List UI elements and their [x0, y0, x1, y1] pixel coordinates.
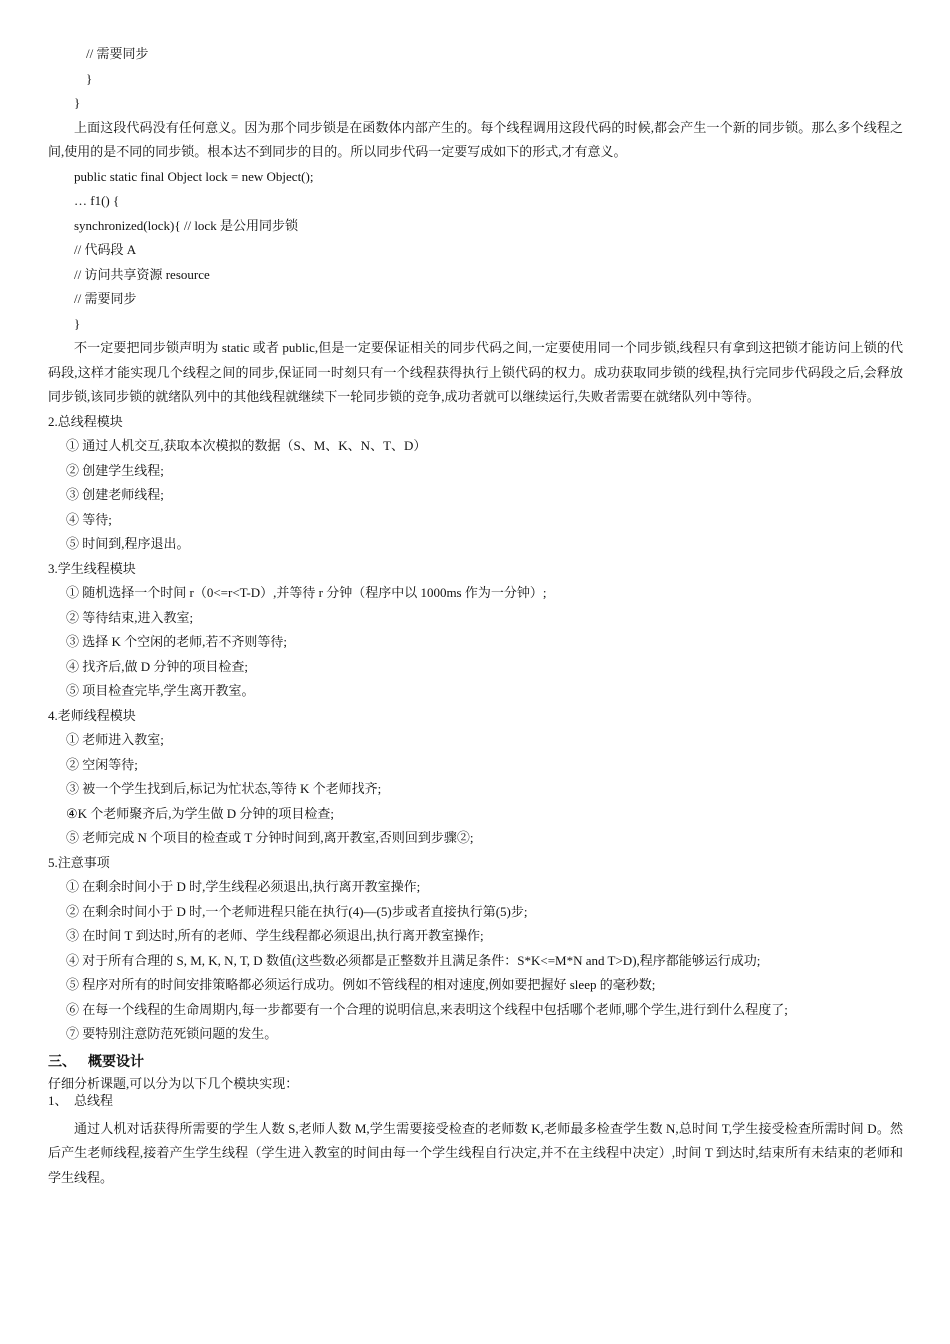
chapter-heading	[48, 1049, 903, 1075]
document-page	[48, 42, 903, 1190]
list-item: ② 创建学生线程;	[66, 462, 164, 478]
chapter-intro: 仔细分析课题,可以分为以下几个模块实现：	[48, 1075, 299, 1091]
list-item: ① 通过人机交互,获取本次模拟的数据（S、M、K、N、T、D）	[66, 438, 427, 453]
list-item: ⑤ 老师完成 N 个项目的检查或 T 分钟时间到,离开教室,否则回到步骤②;	[66, 830, 474, 845]
code-line: synchronized(lock){ // lock 是公用同步锁	[74, 217, 298, 233]
list-item: ① 老师进入教室;	[66, 732, 164, 747]
code-line: public static final Object lock = new Object();	[74, 168, 314, 184]
list-item: ③ 创建老师线程;	[66, 487, 164, 502]
section-heading: 4.老师线程模块	[48, 707, 136, 723]
chapter-title: 概要设计	[88, 1053, 144, 1070]
section-heading: 5.注意事项	[48, 854, 110, 870]
list-item: ④K 个老师聚齐后,为学生做 D 分钟的项目检查;	[66, 805, 335, 821]
list-item: ② 等待结束,进入教室;	[66, 609, 194, 625]
section-heading: 3.学生线程模块	[48, 560, 136, 576]
list-item: ③ 选择 K 个空闲的老师,若不齐则等待;	[66, 634, 288, 649]
code-line: // 需要同步	[74, 291, 137, 306]
list-item: ② 在剩余时间小于 D 时,一个老师进程只能在执行(4)—(5)步或者直接执行第(5)步;	[66, 903, 528, 919]
code-line: }	[74, 95, 81, 110]
list-item: ③ 在时间 T 到达时,所有的老师、学生线程都必须退出,执行离开教室操作;	[66, 928, 484, 943]
code-line: // 代码段 A	[74, 242, 137, 257]
code-line: // 需要同步	[86, 46, 149, 61]
chapter-number: 三、	[48, 1053, 76, 1070]
code-line: … f1() {	[74, 193, 120, 208]
list-item: ① 在剩余时间小于 D 时,学生线程必须退出,执行离开教室操作;	[66, 879, 421, 894]
list-item: ③ 被一个学生找到后,标记为忙状态,等待 K 个老师找齐;	[66, 781, 382, 796]
paragraph: 通过人机对话获得所需要的学生人数 S,老师人数 M,学生需要接受检查的老师数 K,老师最多检查学生数 N,总时间 T,学生接受检查所需时间 D。然后产生老师线程,接着产生学生线程（学生进入教室的时间由每一个学生线程自行决定,并不在主线程中决定）,时间 T 到达时,结束所有未结束的老师和学生线程。	[48, 1120, 903, 1185]
list-item: ⑦ 要特别注意防范死锁问题的发生。	[66, 1026, 278, 1041]
paragraph: 上面这段代码没有任何意义。因为那个同步锁是在函数体内部产生的。每个线程调用这段代码的时候,都会产生一个新的同步锁。那么多个线程之间,使用的是不同的同步锁。根本达不到同步的目的。所以同步代码一定要写成如下的形式,才有意义。	[48, 119, 903, 159]
list-item: ④ 找齐后,做 D 分钟的项目检查;	[66, 658, 249, 674]
section-heading: 2.总线程模块	[48, 413, 123, 429]
list-item: ⑤ 时间到,程序退出。	[66, 536, 190, 551]
list-item: ④ 等待;	[66, 511, 112, 527]
list-item: ② 空闲等待;	[66, 756, 138, 772]
subsection-title: 总线程	[74, 1092, 114, 1108]
list-item: ⑤ 项目检查完毕,学生离开教室。	[66, 683, 255, 698]
subsection-heading	[48, 1092, 903, 1109]
subsection-number: 1、	[48, 1092, 68, 1108]
list-item: ⑤ 程序对所有的时间安排策略都必须运行成功。例如不管线程的相对速度,例如要把握好 sleep 的毫秒数;	[66, 977, 656, 992]
list-item: ① 随机选择一个时间 r（0<=r<T-D）,并等待 r 分钟（程序中以 1000ms 作为一分钟）;	[66, 585, 547, 600]
code-line: }	[86, 70, 93, 86]
code-line: // 访问共享资源 resource	[74, 266, 210, 282]
list-item: ④ 对于所有合理的 S, M, K, N, T, D 数值(这些数必须都是正整数并且满足条件：S*K<=M*N and T>D),程序都能够运行成功;	[66, 952, 761, 968]
code-line: }	[74, 315, 81, 331]
list-item: ⑥ 在每一个线程的生命周期内,每一步都要有一个合理的说明信息,来表明这个线程中包括哪个老师,哪个学生,进行到什么程度了;	[66, 1001, 788, 1017]
paragraph: 不一定要把同步锁声明为 static 或者 public,但是一定要保证相关的同步代码之间,一定要使用同一个同步锁,线程只有拿到这把锁才能访问上锁的代码段,这样才能实现几个线程之间的同步,保证同一时刻只有一个线程获得执行上锁代码的权力。成功获取同步锁的线程,执行完同步代码段之后,会释放同步锁,该同步锁的就绪队列中的其他线程就继续下一轮同步锁的竞争,成功者就可以继续运行,失败者需要在就绪队列中等待。	[48, 340, 903, 404]
